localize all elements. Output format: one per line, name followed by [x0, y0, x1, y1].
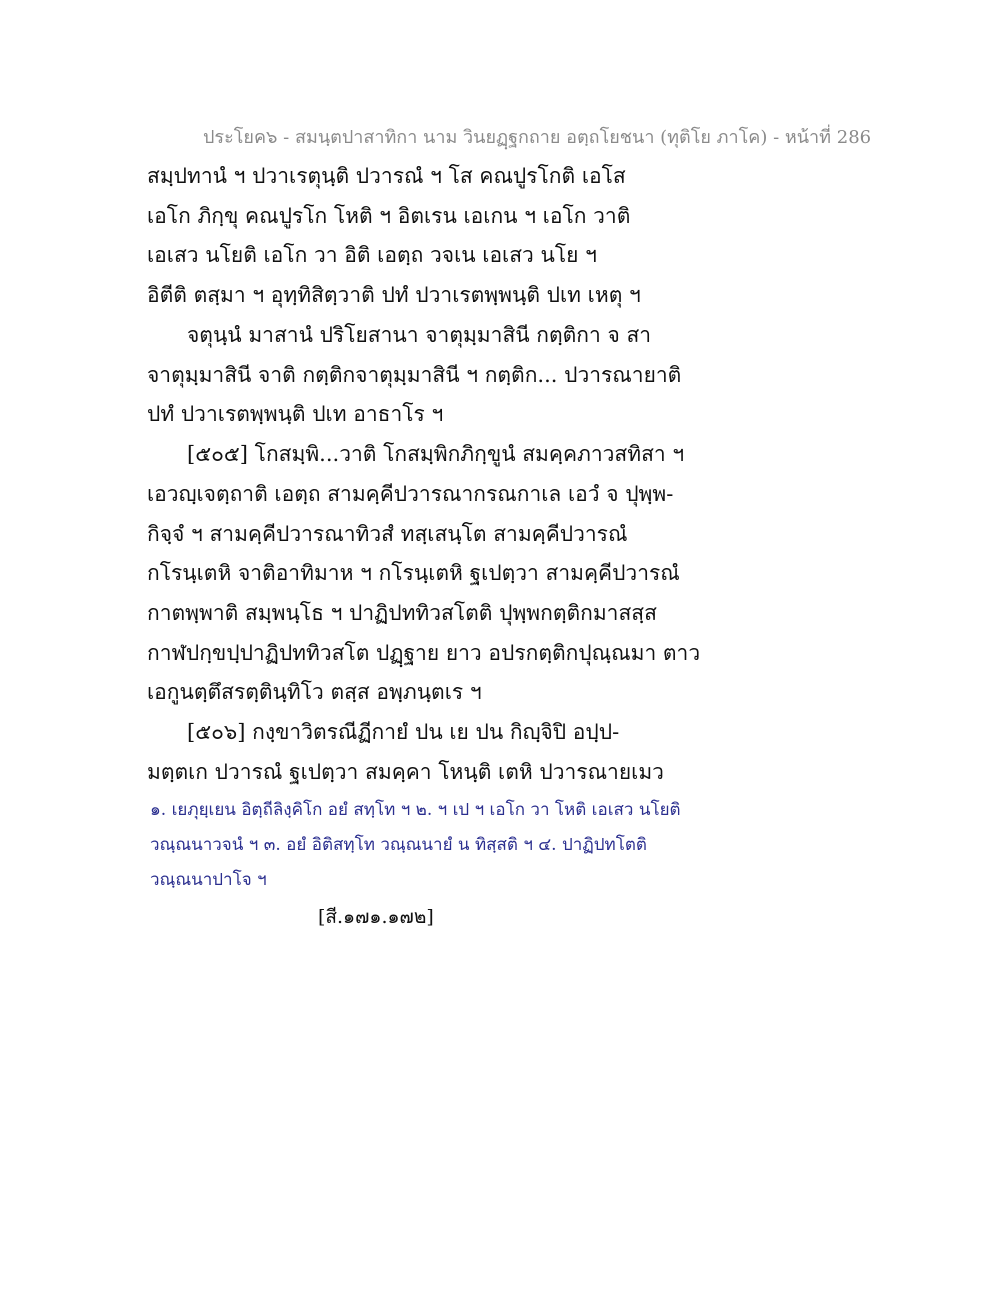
body-line: อิตีติ ตสฺมา ฯ อุทฺทิสิตฺวาติ ปทํ ปวาเรตพฺพนฺติ ปเท เหตุ ฯ [147, 283, 641, 307]
footnote-line: วณฺณนาปาโจ ฯ [150, 870, 267, 890]
body-line: เอเสว นโยติ เอโก วา อิติ เอตฺถ วจเน เอเสว นโย ฯ [147, 243, 597, 267]
body-line: เอกูนตฺตึสรตฺตินฺทิโว ตสฺส อพฺภนฺตเร ฯ [147, 680, 482, 704]
footnote-line: วณฺณนาวจนํ ฯ ๓. อยํ อิติสทฺโท วณฺณนายํ น ทิสฺสติ ฯ ๔. ปาฏิปทโตติ [150, 835, 647, 855]
body-line: มตฺตเก ปวารณํ ฐเปตฺวา สมคฺคา โหนฺติ เตหิ ปวารณายเมว [147, 760, 664, 784]
body-line: กิจฺจํ ฯ สามคฺคีปวารณาทิวสํ ทสฺเสนฺโต สามคฺคีปวารณํ [147, 522, 628, 546]
body-line: เอวญฺเจตฺถาติ เอตฺถ สามคฺคีปวารณากรณกาเล เอวํ จ ปุพฺพ- [147, 482, 674, 506]
body-line: จาตุมฺมาสินี จาติ กตฺติกจาตุมฺมาสินี ฯ กตฺติก... ปวารณายาติ [147, 363, 682, 387]
body-line: เอโก ภิกฺขุ คณปูรโก โหติ ฯ อิตเรน เอเกน ฯ เอโก วาติ [147, 204, 631, 228]
body-line: [๕๐๖] กงฺขาวิตรณีฏีกายํ ปน เย ปน กิญฺจิปิ อปฺป- [187, 720, 620, 744]
body-line: จตุนฺนํ มาสานํ ปริโยสานา จาตุมฺมาสินี กตฺติกา จ สา [187, 323, 652, 347]
page-header: ประโยค๖ - สมนฺตปาสาทิกา นาม วินยฏฺฐกถาย อตฺถโยชนา (ทุติโย ภาโค) - หน้าที่ 286 [203, 127, 872, 148]
body-line: กาตพฺพาติ สมฺพนฺโธ ฯ ปาฏิปททิวสโตติ ปุพฺพกตฺติกมาสสฺส [147, 601, 657, 625]
body-line: กโรนฺเตหิ จาติอาทิมาห ฯ กโรนฺเตหิ ฐเปตฺวา สามคฺคีปวารณํ [147, 561, 680, 585]
body-line: กาฬปกฺขปฺปาฏิปททิวสโต ปฏฺฐาย ยาว อปรกตฺติกปุณฺณมา ตาว [147, 641, 701, 665]
source-reference: [สี.๑๗๑.๑๗๒] [318, 906, 434, 928]
body-line: [๕๐๕] โกสมฺพิ...วาติ โกสมฺพิกภิกฺขูนํ สมคฺคภาวสทิสา ฯ [187, 442, 685, 466]
body-line: ปทํ ปวาเรตพฺพนฺติ ปเท อาธาโร ฯ [147, 402, 444, 426]
body-line: สมฺปทานํ ฯ ปวาเรตุนฺติ ปวารณํ ฯ โส คณปูรโกติ เอโส [147, 164, 626, 188]
footnote-line: ๑. เยภุยฺเยน อิตฺถีลิงฺคิโก อยํ สทฺโท ฯ ๒. ฯ เป ฯ เอโก วา โหติ เอเสว นโยติ [150, 800, 681, 820]
